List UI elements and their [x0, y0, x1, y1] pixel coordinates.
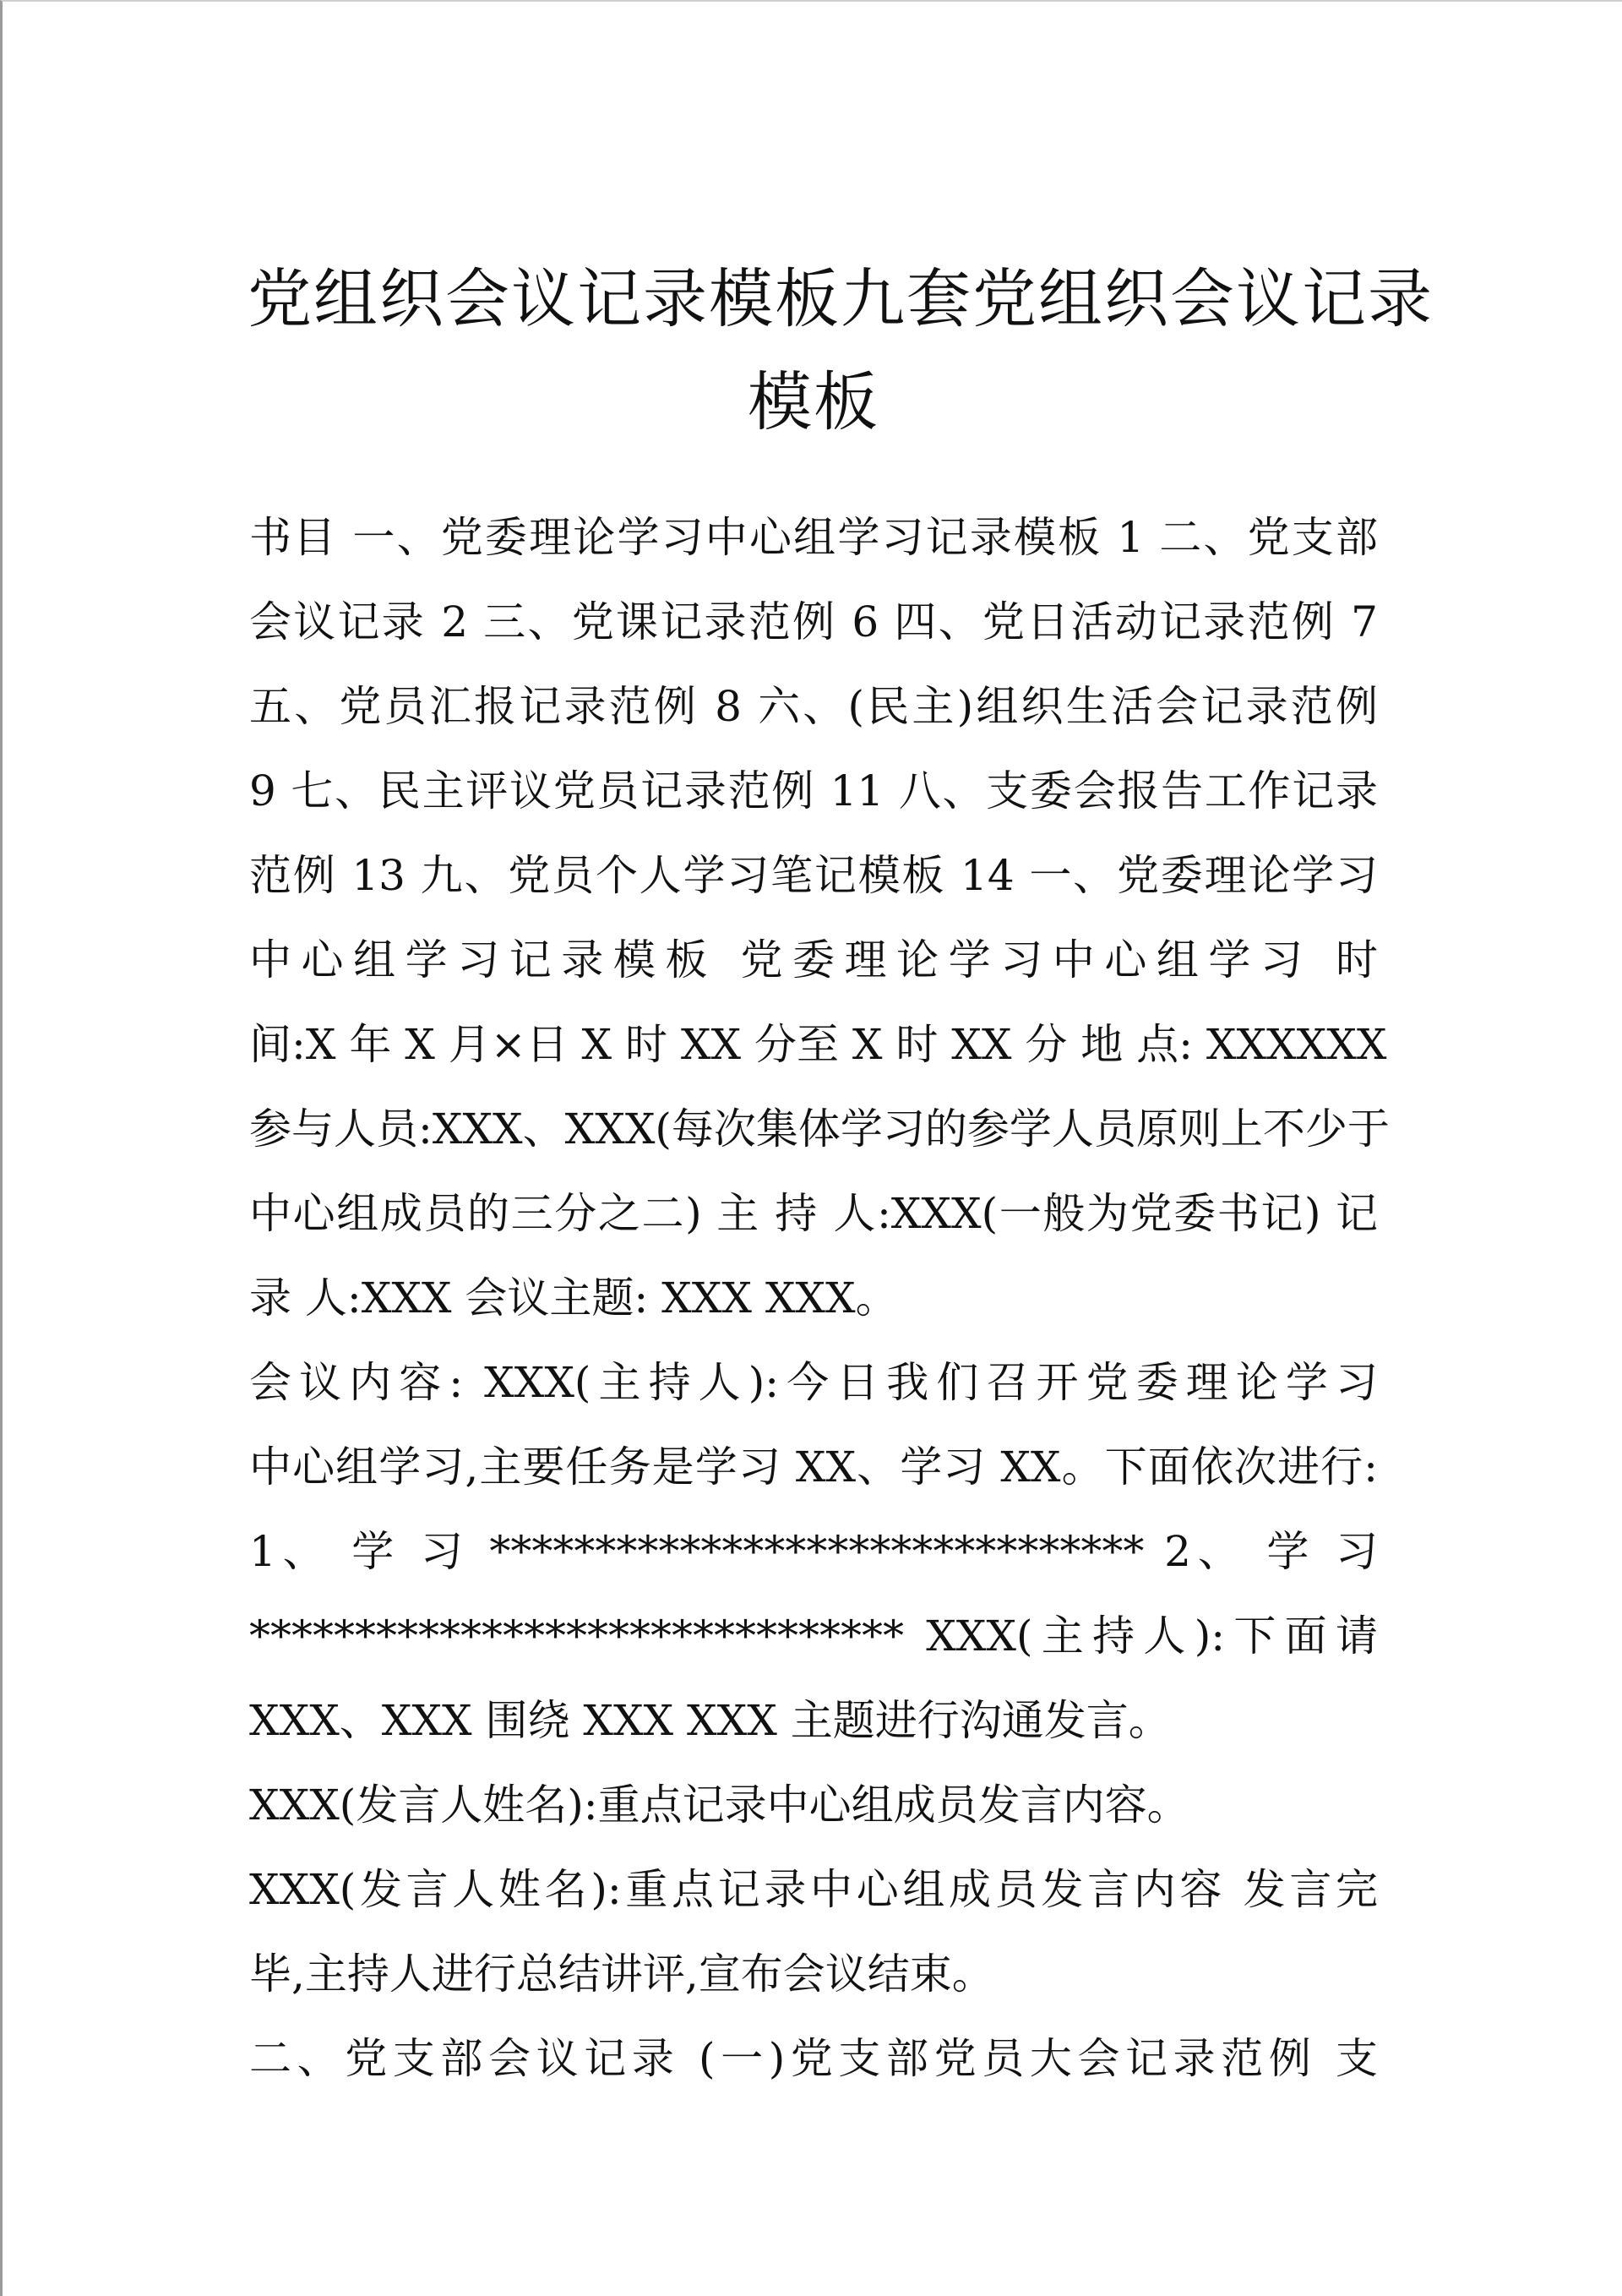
paragraph-line-1: 书目 一、党委理论学习中心组学习记录模板 1 二、党支部 [249, 513, 1378, 562]
document-title-line-2: 模板 [748, 364, 879, 439]
paragraph-line-13: 1、 学 习 ******************************* 2、 学 习 [249, 1527, 1378, 1576]
paragraph-line-19: 二、党支部会议记录 (一)党支部党员大会记录范例 支 [249, 2034, 1378, 2083]
paragraph-line-2: 会议记录 2 三、党课记录范例 6 四、党日活动记录范例 7 [249, 597, 1378, 646]
paragraph-line-8: 参与人员:XXX、XXX(每次集体学习的参学人员原则上不少于 [249, 1104, 1390, 1153]
paragraph-line-4: 9 七、民主评议党员记录范例 11 八、支委会报告工作记录 [249, 766, 1378, 815]
paragraph-line-17: XXX(发言人姓名):重点记录中心组成员发言内容 发言完 [249, 1865, 1378, 1914]
paragraph-line-11: 会议内容: XXX(主持人):今日我们召开党委理论学习 [249, 1358, 1378, 1407]
paragraph-line-16: XXX(发言人姓名):重点记录中心组成员发言内容。 [249, 1781, 1189, 1830]
paragraph-line-15: XXX、XXX 围绕 XXX XXX 主题进行沟通发言。 [249, 1696, 1171, 1745]
paragraph-line-5: 范例 13 九、党员个人学习笔记模板 14 一、党委理论学习 [249, 851, 1378, 900]
paragraph-line-7: 间:X 年 X 月×日 X 时 XX 分至 X 时 XX 分 地 点: XXXXXX [249, 1020, 1387, 1069]
paragraph-line-14: ******************************* XXX(主持人):下面请 [249, 1612, 1378, 1661]
paragraph-line-18: 毕,主持人进行总结讲评,宣布会议结束。 [249, 1950, 994, 1999]
paragraph-line-12: 中心组学习,主要任务是学习 XX、学习 XX。下面依次进行: [249, 1442, 1378, 1492]
paragraph-line-9: 中心组成员的三分之二) 主 持 人:XXX(一般为党委书记) 记 [249, 1189, 1378, 1238]
paragraph-line-3: 五、党员汇报记录范例 8 六、(民主)组织生活会记录范例 [249, 682, 1378, 731]
paragraph-line-10: 录 人:XXX 会议主题: XXX XXX。 [249, 1273, 898, 1323]
paragraph-line-6: 中心组学习记录模板 党委理论学习中心组学习 时 [249, 935, 1378, 984]
document-title-line-1: 党组织会议记录模板九套党组织会议记录 [248, 261, 1434, 336]
